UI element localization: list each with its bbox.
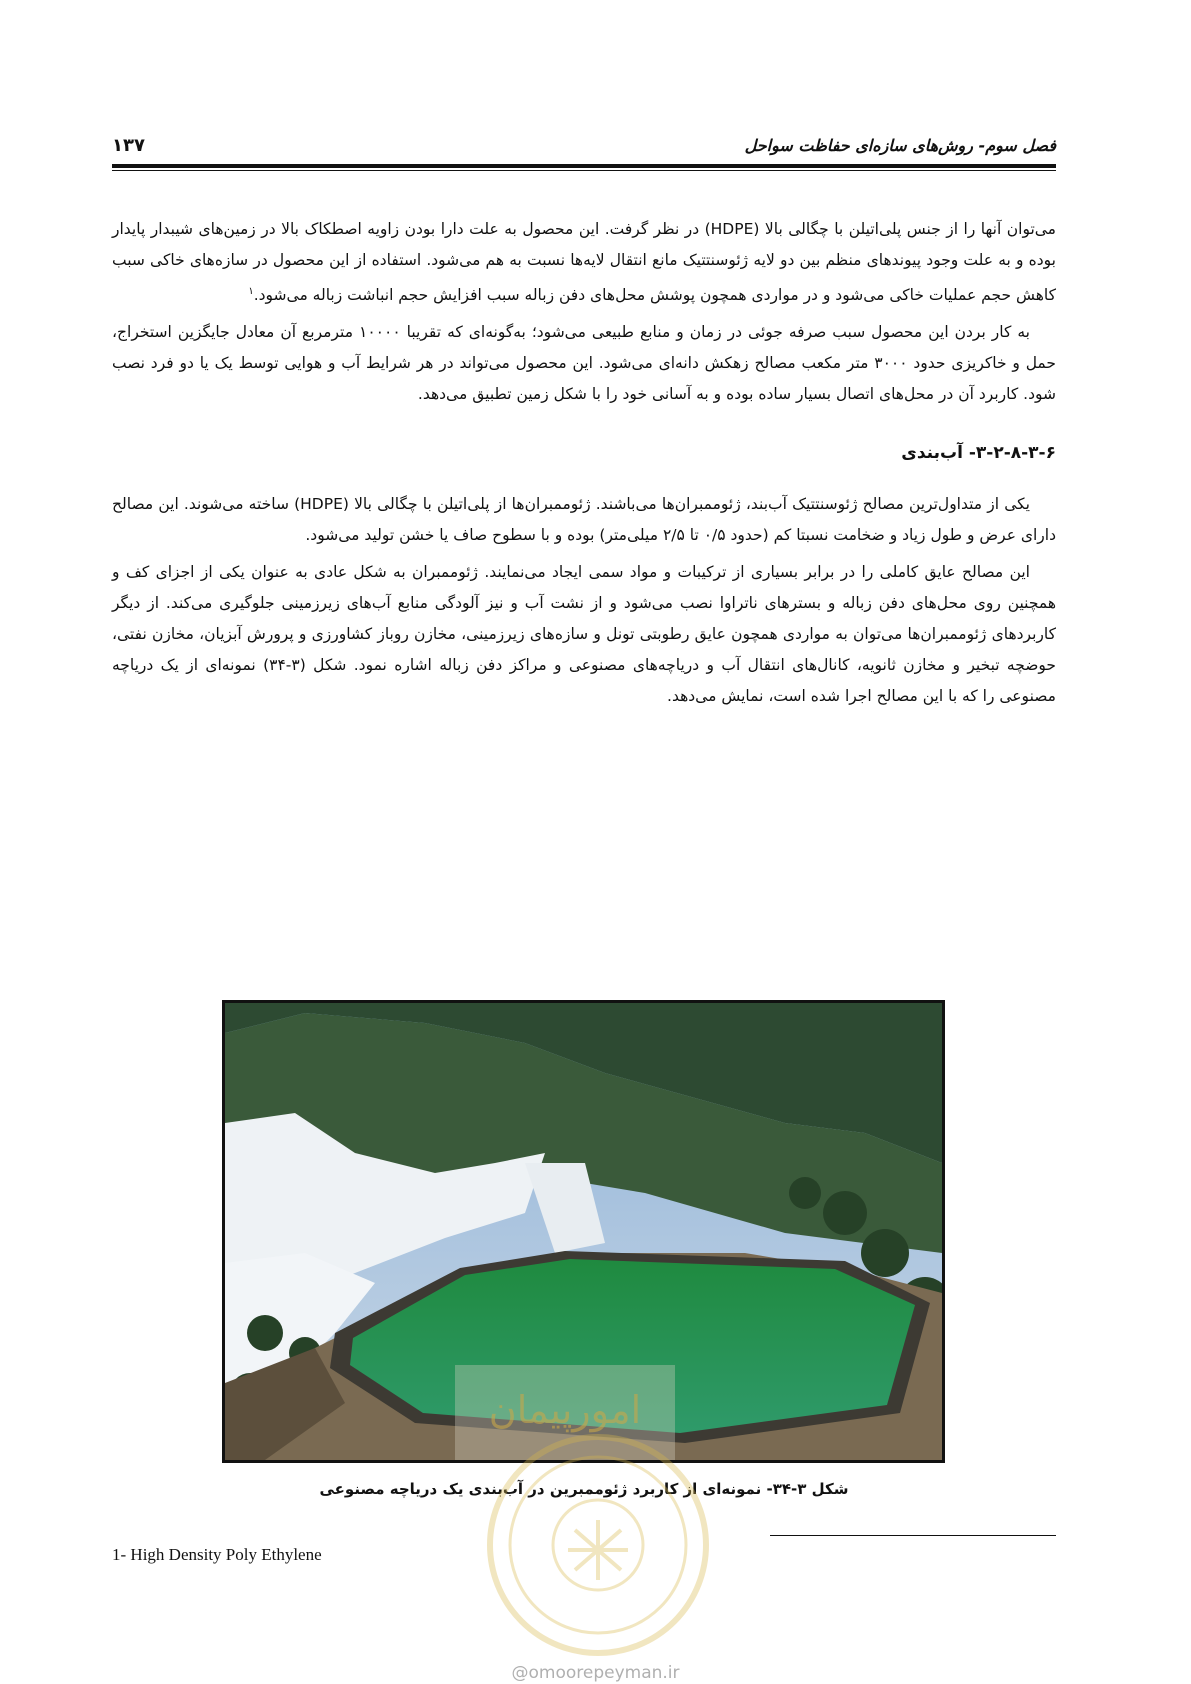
page-body xyxy=(112,214,1056,712)
paragraph-1: می‌توان آنها را از جنس پلی‌اتیلن با چگالی بالا (HDPE) در نظر گرفت. این محصول به علت دارا بودن زاویه اصطکاک بالا در زمین‌های شیبدار پایدار بوده و به علت وجود پیوندهای منظم بین دو لایه ژئوسنتتیک مانع انتقال لایه‌ها نسبت به هم می‌شود. استفاده از این محصول در سازه‌های خاکی سبب کاهش حجم عملیات خاکی می‌شود و در مواردی همچون پوشش محل‌های دفن زباله سبب افزایش حجم انباشت زباله می‌شود.$^۱$ xyxy=(112,220,1056,305)
paragraph-3: یکی از متداول‌ترین مصالح ژئوسنتتیک آب‌بند، ژئوممبران‌ها می‌باشند. ژئوممبران‌ها از پلی‌اتیلن با چگالی بالا (HDPE) ساخته می‌شوند. این مصالح دارای عرض و طول زیاد و ضخامت نسبتا کم (حدود ۰/۵ تا ۲/۵ میلی‌متر) بوده و با سطوح صاف یا خشن تولید می‌شود. xyxy=(112,495,1056,545)
chapter-title: فصل سوم- روش‌های سازه‌ای حفاظت سواحل xyxy=(744,135,1056,155)
header-rule-thin xyxy=(112,170,1056,171)
watermark-url: @omoorepeyman.ir xyxy=(511,1663,680,1683)
figure-caption: شکل ۳-۳۴- نمونه‌ای از کاربرد ژئوممبرین در آب‌بندی یک دریاچه مصنوعی xyxy=(319,1480,849,1498)
page-header xyxy=(112,128,1056,162)
footnote-marker: ۱ xyxy=(248,286,254,297)
paragraph-4: این مصالح عایق کاملی را در برابر بسیاری از ترکیبات و مواد سمی ایجاد می‌نمایند. ژئوممبران به شکل عادی به عنوان یکی از اجزای کف و همچنین روی محل‌های دفن زباله و بسترهای ناتراوا نصب می‌شود و از نشت آب و نیز آلودگی منابع آب‌های زیرزمینی جلوگیری می‌کند. از دیگر کاربردهای ژئوممبران‌ها می‌توان به مواردی همچون عایق رطوبتی تونل و سازه‌های زیرزمینی، مخازن روباز کشاورزی و پرورش آبزیان، مخازن نفتی، حوضچه تبخیر و مخازن ثانویه، کانال‌های انتقال آب و دریاچه‌های مصنوعی و مراکز دفن زباله اشاره نمود. شکل (۳-۳۴) نمونه‌ای از یک دریاچه مصنوعی را که با این مصالح اجرا شده است، نمایش می‌دهد. xyxy=(112,563,1056,706)
footnote: 1- High Density Poly Ethylene xyxy=(112,1545,322,1564)
lake-photo xyxy=(222,1000,945,1463)
page-number: ۱۳۷ xyxy=(112,134,145,156)
lake-photo-illustration xyxy=(225,1003,942,1460)
header-rule xyxy=(112,164,1056,168)
section-heading: ۳-۲-۸-۳-۶- آب‌بندی xyxy=(901,443,1056,464)
watermark-seal xyxy=(483,1430,713,1660)
paragraph-2: به کار بردن این محصول سبب صرفه جوئی در زمان و منابع طبیعی می‌شود؛ به‌گونه‌ای که تقریبا ۱۰۰۰۰ مترمربع آن معادل جایگزین استخراج، حمل و خاکریزی حدود ۳۰۰۰ متر مکعب مصالح زهکش دانه‌ای می‌شود. این محصول می‌تواند در هر شرایط آب و هوایی توسط یک یا دو فرد نصب شود. کاربرد آن در محل‌های اتصال بسیار ساده بوده و به آسانی خود را با شکل زمین تطبیق می‌دهد. xyxy=(112,323,1056,404)
footnote-rule xyxy=(770,1535,1056,1536)
watermark-logo-text: امورپیمان xyxy=(488,1388,642,1432)
